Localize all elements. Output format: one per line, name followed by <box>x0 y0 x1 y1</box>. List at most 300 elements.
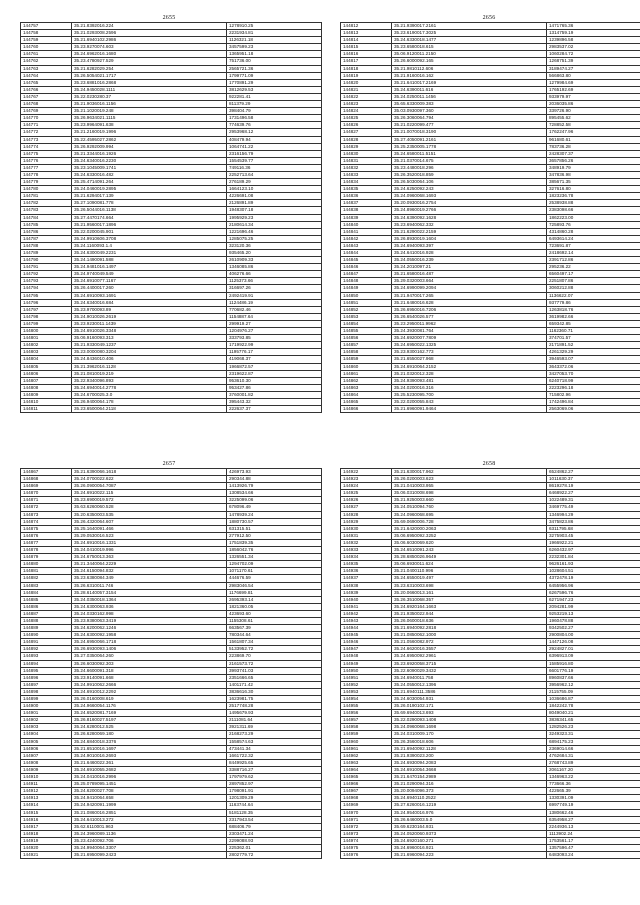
row-id-cell: 144776 <box>21 157 72 164</box>
table-row <box>341 525 640 532</box>
row-code-cell: 35.24.6030054.931 <box>392 696 547 703</box>
table-row <box>341 781 640 788</box>
table-row <box>341 490 640 497</box>
row-id-cell: 144955 <box>341 703 392 710</box>
row-amount-cell: 1821360.05 <box>227 603 322 610</box>
row-code-cell: 35.20.6350003.535 <box>72 511 227 518</box>
row-id-cell: 144974 <box>341 837 392 844</box>
row-id-cell: 144758 <box>21 30 72 37</box>
row-amount-cell: 1447126.08 <box>547 639 640 646</box>
table-row <box>21 398 322 405</box>
row-code-cell: 35.24.0960068.695 <box>392 511 547 518</box>
row-id-cell: 144822 <box>341 93 392 100</box>
row-amount-cell: 3921311.69 <box>227 724 322 731</box>
row-code-cell: 35.21.6390066.1618 <box>72 469 227 476</box>
row-code-cell: 35.24.6950066.1718 <box>72 639 227 646</box>
row-code-cell: 35.24.6910016.1331 <box>72 539 227 546</box>
row-id-cell: 144867 <box>21 469 72 476</box>
row-id-cell: 144790 <box>21 257 72 264</box>
table-row <box>21 313 322 320</box>
row-amount-cell: 8049040.21 <box>547 710 640 717</box>
row-code-cell: 35.23.6190017.3025 <box>392 30 547 37</box>
row-code-cell: 35.24.9910062.2666 <box>72 681 227 688</box>
row-code-cell: 35.24.9420091.1999 <box>72 802 227 809</box>
table-row <box>341 328 640 335</box>
row-code-cell: 35.21.9390017.2161 <box>392 23 547 30</box>
row-id-cell: 144954 <box>341 696 392 703</box>
row-code-cell: 35.24.9010026.2619 <box>72 313 227 320</box>
row-amount-cell: 1028604.51 <box>547 568 640 575</box>
row-id-cell: 144777 <box>21 164 72 171</box>
row-amount-cell: 1036686.87 <box>547 696 640 703</box>
table-row <box>21 639 322 646</box>
row-code-cell: 35.20.0660013.161 <box>392 589 547 596</box>
row-id-cell: 144855 <box>341 328 392 335</box>
row-amount-cell: 1471765.36 <box>547 23 640 30</box>
row-code-cell: 35.24.8960019.2766 <box>392 207 547 214</box>
row-amount-cell: 9626161.93 <box>547 561 640 568</box>
table-row <box>21 774 322 781</box>
table-row <box>341 596 640 603</box>
row-amount-cell: 395443.32 <box>227 398 322 405</box>
row-amount-cell: 1495679.93 <box>227 710 322 717</box>
row-amount-cell: 1401171.42 <box>227 681 322 688</box>
row-code-cell: 35.24.9940064.3307 <box>72 844 227 851</box>
row-amount-cell: 2316156.79 <box>227 150 322 157</box>
row-id-cell: 144893 <box>21 653 72 660</box>
table-row <box>21 696 322 703</box>
table-row <box>341 285 640 292</box>
row-amount-cell: 1585916.80 <box>547 660 640 667</box>
row-id-cell: 144961 <box>341 745 392 752</box>
row-amount-cell: 2252713.64 <box>227 171 322 178</box>
row-amount-cell: 222637.37 <box>227 406 322 413</box>
row-code-cell: 35.63.6260060.528 <box>72 504 227 511</box>
row-code-cell: 35.24.6580011.5151 <box>392 150 547 157</box>
row-amount-cell: 1842242.78 <box>547 703 640 710</box>
row-code-cell: 35.24.6550019.497 <box>392 575 547 582</box>
row-code-cell: 35.21.6510016.1697 <box>72 745 227 752</box>
row-id-cell: 144826 <box>341 122 392 129</box>
row-id-cell: 144913 <box>21 795 72 802</box>
row-amount-cell: 6260432.97 <box>547 547 640 554</box>
row-amount-cell: 6396913.09 <box>547 653 640 660</box>
row-code-cell: 35.27.1090081.778 <box>72 200 227 207</box>
row-id-cell: 144819 <box>341 72 392 79</box>
table-row <box>341 193 640 200</box>
row-amount-cell: 774639.76 <box>227 122 322 129</box>
ledger-table <box>20 468 322 859</box>
table-row <box>21 688 322 695</box>
table-row <box>21 539 322 546</box>
row-id-cell: 144764 <box>21 72 72 79</box>
row-id-cell: 144929 <box>341 518 392 525</box>
row-amount-cell: 422665.39 <box>547 788 640 795</box>
row-code-cell: 35.26.5054021.1717 <box>72 72 227 79</box>
table-row <box>21 93 322 100</box>
table-row <box>341 852 640 859</box>
row-code-cell: 35.62.6110001.963 <box>72 823 227 830</box>
table-row <box>21 476 322 483</box>
row-amount-cell: 3469775.49 <box>547 504 640 511</box>
row-code-cell: 35.26.3060064.794 <box>392 115 547 122</box>
row-amount-cell: 348919.79 <box>547 164 640 171</box>
row-id-cell: 144848 <box>341 278 392 285</box>
table-row <box>21 532 322 539</box>
row-code-cell: 35.24.2010097.21 <box>392 264 547 271</box>
row-id-cell: 144886 <box>21 603 72 610</box>
row-id-cell: 144878 <box>21 547 72 554</box>
row-code-cell: 35.24.0550012.1396 <box>392 681 547 688</box>
row-id-cell: 144838 <box>341 207 392 214</box>
row-amount-cell: 2610909.33 <box>227 257 322 264</box>
row-id-cell: 144900 <box>21 703 72 710</box>
row-code-cell: 35.24.6910064.2152 <box>392 363 547 370</box>
table-row <box>21 710 322 717</box>
row-id-cell: 144852 <box>341 306 392 313</box>
row-amount-cell: 780344.64 <box>227 632 322 639</box>
row-code-cell: 35.20.0930016.2754 <box>392 200 547 207</box>
row-id-cell: 144958 <box>341 724 392 731</box>
row-id-cell: 144965 <box>341 774 392 781</box>
row-code-cell: 35.21.9250003.660 <box>392 497 547 504</box>
row-id-cell: 144782 <box>21 200 72 207</box>
row-amount-cell: 6271947.23 <box>547 596 640 603</box>
row-code-cell: 35.26.6000092.165 <box>392 58 547 65</box>
row-amount-cell: 1357596.47 <box>547 844 640 851</box>
table-row <box>341 802 640 809</box>
row-code-cell: 35.24.0200016.316 <box>392 384 547 391</box>
row-code-cell: 35.24.6410016.928 <box>392 250 547 257</box>
row-id-cell: 144976 <box>341 852 392 859</box>
table-row <box>21 596 322 603</box>
row-id-cell: 144799 <box>21 320 72 327</box>
row-amount-cell: 3993741.03 <box>227 667 322 674</box>
row-id-cell: 144971 <box>341 816 392 823</box>
table-row <box>21 795 322 802</box>
table-row <box>341 278 640 285</box>
row-id-cell: 144847 <box>341 271 392 278</box>
row-id-cell: 144839 <box>341 214 392 221</box>
table-row <box>341 342 640 349</box>
row-code-cell: 35.24.6300063.936 <box>72 603 227 610</box>
table-row <box>341 603 640 610</box>
row-amount-cell: 6894175.23 <box>547 738 640 745</box>
table-row <box>21 30 322 37</box>
block-title: 2658 <box>482 461 496 467</box>
row-id-cell: 144969 <box>341 802 392 809</box>
row-amount-cell: 333793.85 <box>227 335 322 342</box>
row-amount-cell: 1125373.66 <box>227 278 322 285</box>
row-amount-cell: 6524862.27 <box>547 469 640 476</box>
row-amount-cell: 935465.20 <box>227 250 322 257</box>
table-row <box>21 504 322 511</box>
row-code-cell: 35.23.9140091.668 <box>72 674 227 681</box>
row-code-cell: 35.24.6910026.3348 <box>72 328 227 335</box>
row-code-cell: 35.24.6390092.1628 <box>392 214 547 221</box>
row-amount-cell: 6267596.76 <box>547 589 640 596</box>
row-amount-cell: 2061167.20 <box>547 766 640 773</box>
row-amount-cell: 2563069.06 <box>547 406 640 413</box>
ledger-table <box>340 468 640 859</box>
row-amount-cell: 2953968.12 <box>227 129 322 136</box>
table-row <box>21 278 322 285</box>
row-id-cell: 144927 <box>341 504 392 511</box>
row-code-cell: 35.21.0810019.219 <box>72 370 227 377</box>
row-id-cell: 144831 <box>341 157 392 164</box>
row-code-cell: 35.26.0190102.171 <box>392 703 547 710</box>
row-code-cell: 35.26.0900054.7087 <box>72 483 227 490</box>
row-id-cell: 144915 <box>21 809 72 816</box>
table-row <box>21 646 322 653</box>
row-amount-cell: 3225099.06 <box>227 497 322 504</box>
table-row <box>341 568 640 575</box>
table-row <box>21 653 322 660</box>
row-amount-cell: 385671.35 <box>547 179 640 186</box>
row-amount-cell: 1770891.29 <box>227 79 322 86</box>
row-amount-cell: 2161573.72 <box>227 660 322 667</box>
row-id-cell: 144771 <box>21 122 72 129</box>
row-code-cell: 35.06.0310008.698 <box>392 490 547 497</box>
row-code-cell: 35.69.6940013.693 <box>392 710 547 717</box>
row-code-cell: 35.26.6540026.577 <box>392 313 547 320</box>
row-code-cell: 35.26.0600018.636 <box>392 617 547 624</box>
row-amount-cell: 3060212.88 <box>547 285 640 292</box>
table-row <box>341 504 640 511</box>
row-code-cell: 35.21.3962016.1128 <box>72 363 227 370</box>
table-row <box>21 617 322 624</box>
table-row <box>21 809 322 816</box>
block-title: 2656 <box>482 15 496 21</box>
row-id-cell: 144844 <box>341 250 392 257</box>
table-row <box>341 186 640 193</box>
row-code-cell: 35.24.6990099.2094 <box>392 285 547 292</box>
row-code-cell: 35.24.6620016.3557 <box>392 646 547 653</box>
row-amount-cell: 1162360.71 <box>547 328 640 335</box>
row-code-cell: 35.24.9740049.549 <box>72 271 227 278</box>
row-id-cell: 144920 <box>21 844 72 851</box>
row-id-cell: 144821 <box>341 86 392 93</box>
row-amount-cell: 277912.50 <box>227 532 322 539</box>
row-amount-cell: 953610.30 <box>227 377 322 384</box>
row-id-cell: 144891 <box>21 639 72 646</box>
row-id-cell: 144937 <box>341 575 392 582</box>
table-row <box>21 37 322 44</box>
row-code-cell: 35.23.4780927.529 <box>72 58 227 65</box>
row-code-cell: 35.21.9560017.1896 <box>72 221 227 228</box>
row-id-cell: 144907 <box>21 752 72 759</box>
row-id-cell: 144804 <box>21 356 72 363</box>
row-code-cell: 35.23.6310003.698 <box>392 582 547 589</box>
table-row <box>21 86 322 93</box>
table-row <box>341 710 640 717</box>
row-code-cell: 35.24.6700025.3.0 <box>72 391 227 398</box>
row-code-cell: 35.22.4595027.2862 <box>72 136 227 143</box>
table-row <box>21 271 322 278</box>
row-amount-cell: 6483093.24 <box>547 852 640 859</box>
row-code-cell: 35.24.9660054.1176 <box>72 703 227 710</box>
row-id-cell: 144832 <box>341 164 392 171</box>
row-id-cell: 144918 <box>21 830 72 837</box>
row-id-cell: 144837 <box>341 200 392 207</box>
row-amount-cell: 1279984.69 <box>547 79 640 86</box>
table-row <box>341 398 640 405</box>
row-amount-cell: 2168273.29 <box>227 731 322 738</box>
row-amount-cell: 3812629.53 <box>227 86 322 93</box>
row-id-cell: 144889 <box>21 625 72 632</box>
row-amount-cell: 290344.88 <box>227 476 322 483</box>
row-amount-cell: 1113902.24 <box>547 830 640 837</box>
table-row <box>21 547 322 554</box>
table-row <box>21 200 322 207</box>
row-amount-cell: 4762684.31 <box>547 752 640 759</box>
table-row <box>341 150 640 157</box>
table-row <box>341 774 640 781</box>
row-amount-cell: 1195776.17 <box>227 349 322 356</box>
row-code-cell: 35.23.9964091.638 <box>72 122 227 129</box>
row-code-cell: 35.26.9292009.994 <box>72 143 227 150</box>
row-code-cell: 35.24.6910055.2682 <box>72 766 227 773</box>
row-code-cell: 35.21.6960091.9464 <box>392 406 547 413</box>
table-row <box>21 115 322 122</box>
row-amount-cell: 225362.01 <box>227 844 322 851</box>
row-id-cell: 144864 <box>341 391 392 398</box>
row-id-cell: 144780 <box>21 186 72 193</box>
row-code-cell: 35.24.6250092.243 <box>392 186 547 193</box>
row-amount-cell: 1380662.46 <box>547 809 640 816</box>
table-row <box>341 228 640 235</box>
row-id-cell: 144881 <box>21 568 72 575</box>
table-row <box>341 235 640 242</box>
row-id-cell: 144932 <box>341 539 392 546</box>
row-id-cell: 144841 <box>341 228 392 235</box>
row-id-cell: 144973 <box>341 830 392 837</box>
row-code-cell: 35.24.0960068.1693 <box>392 193 547 200</box>
row-id-cell: 144765 <box>21 79 72 86</box>
row-code-cell: 35.23.9270074.603 <box>72 44 227 51</box>
row-id-cell: 144923 <box>341 476 392 483</box>
row-code-cell: 35.24.9450028.1111 <box>72 86 227 93</box>
row-id-cell: 144914 <box>21 802 72 809</box>
row-code-cell: 35.21.9350022.944 <box>392 610 547 617</box>
row-code-cell: 35.24.6840018.3376 <box>72 738 227 745</box>
row-code-cell: 35.21.9036016.1156 <box>72 101 227 108</box>
row-id-cell: 144895 <box>21 667 72 674</box>
row-amount-cell: 6493614.24 <box>547 235 640 242</box>
row-amount-cell: 3475823.86 <box>547 518 640 525</box>
row-code-cell: 35.26.3560018.606 <box>392 738 547 745</box>
row-id-cell: 144943 <box>341 617 392 624</box>
row-amount-cell: 783736.28 <box>547 143 640 150</box>
row-code-cell: 35.24.9390093.481 <box>392 377 547 384</box>
table-row <box>341 200 640 207</box>
table-row <box>341 816 640 823</box>
row-id-cell: 144868 <box>21 476 72 483</box>
row-id-cell: 144778 <box>21 171 72 178</box>
table-row <box>21 406 322 413</box>
row-id-cell: 144899 <box>21 696 72 703</box>
row-amount-cell: 6311795.68 <box>547 525 640 532</box>
table-row <box>21 391 322 398</box>
row-code-cell: 35.24.9910606.3708 <box>72 235 227 242</box>
row-code-cell: 35.23.0000080.3204 <box>72 349 227 356</box>
row-id-cell: 144788 <box>21 242 72 249</box>
row-code-cell: 35.23.4240092.706 <box>72 837 227 844</box>
row-amount-cell: 937779.86 <box>547 299 640 306</box>
row-code-cell: 35.24.6340016.2230 <box>72 157 227 164</box>
row-id-cell: 144840 <box>341 221 392 228</box>
row-code-cell: 35.29.0320003.664 <box>392 278 547 285</box>
row-id-cell: 144813 <box>341 30 392 37</box>
row-amount-cell: 1365951.18 <box>227 51 322 58</box>
row-id-cell: 144941 <box>341 603 392 610</box>
row-code-cell: 35.26.4400017.260 <box>72 285 227 292</box>
row-id-cell: 144807 <box>21 377 72 384</box>
row-amount-cell: 1071170.61 <box>227 568 322 575</box>
table-row <box>341 745 640 752</box>
row-amount-cell: 1154887.64 <box>227 313 322 320</box>
table-row <box>21 221 322 228</box>
row-amount-cell: 3760001.82 <box>227 391 322 398</box>
row-code-cell: 35.27.6260016.1219 <box>392 802 547 809</box>
row-code-cell: 35.26.6460003.5.0 <box>392 816 547 823</box>
table-row <box>21 554 322 561</box>
table-row <box>21 51 322 58</box>
row-amount-cell: 2983046.54 <box>227 582 322 589</box>
row-amount-cell: 6354958.27 <box>547 816 640 823</box>
row-code-cell: 35.26.8160027.5197 <box>72 717 227 724</box>
table-row <box>341 518 640 525</box>
row-code-cell: 35.21.0410003.955 <box>392 483 547 490</box>
row-amount-cell: 3619982.66 <box>547 313 640 320</box>
table-row <box>21 823 322 830</box>
table-row <box>21 370 322 377</box>
row-code-cell: 35.24.6940014.2778 <box>72 384 227 391</box>
row-code-cell: 35.24.0310009.170 <box>392 731 547 738</box>
row-code-cell: 35.21.0220099.477 <box>392 122 547 129</box>
table-row <box>341 617 640 624</box>
table-row <box>341 766 640 773</box>
table-row <box>21 342 322 349</box>
row-id-cell: 144775 <box>21 150 72 157</box>
table-row <box>21 65 322 72</box>
table-row <box>341 639 640 646</box>
ledger-table <box>340 22 640 413</box>
row-id-cell: 144770 <box>21 115 72 122</box>
row-amount-cell: 1798091.91 <box>227 788 322 795</box>
row-amount-cell: 751736.00 <box>227 58 322 65</box>
table-row <box>21 79 322 86</box>
row-amount-cell: 2299088.93 <box>227 837 322 844</box>
table-row <box>21 257 322 264</box>
row-amount-cell: 1278910.25 <box>227 23 322 30</box>
row-amount-cell: 3427053.70 <box>547 370 640 377</box>
row-code-cell: 35.24.6920160.271 <box>392 837 547 844</box>
table-row <box>21 228 322 235</box>
row-id-cell: 144963 <box>341 759 392 766</box>
row-code-cell: 35.26.9400064.178 <box>72 398 227 405</box>
table-row <box>341 108 640 115</box>
row-amount-cell: 2897852.97 <box>227 781 322 788</box>
row-code-cell: 35.21.9810112.606 <box>392 65 547 72</box>
row-code-cell: 35.29.0530016.523 <box>72 532 227 539</box>
table-row <box>341 122 640 129</box>
table-row <box>341 257 640 264</box>
row-amount-cell: 406276.66 <box>227 271 322 278</box>
row-code-cell: 35.24.6150094.832 <box>72 568 227 575</box>
row-id-cell: 144809 <box>21 391 72 398</box>
table-row <box>341 752 640 759</box>
